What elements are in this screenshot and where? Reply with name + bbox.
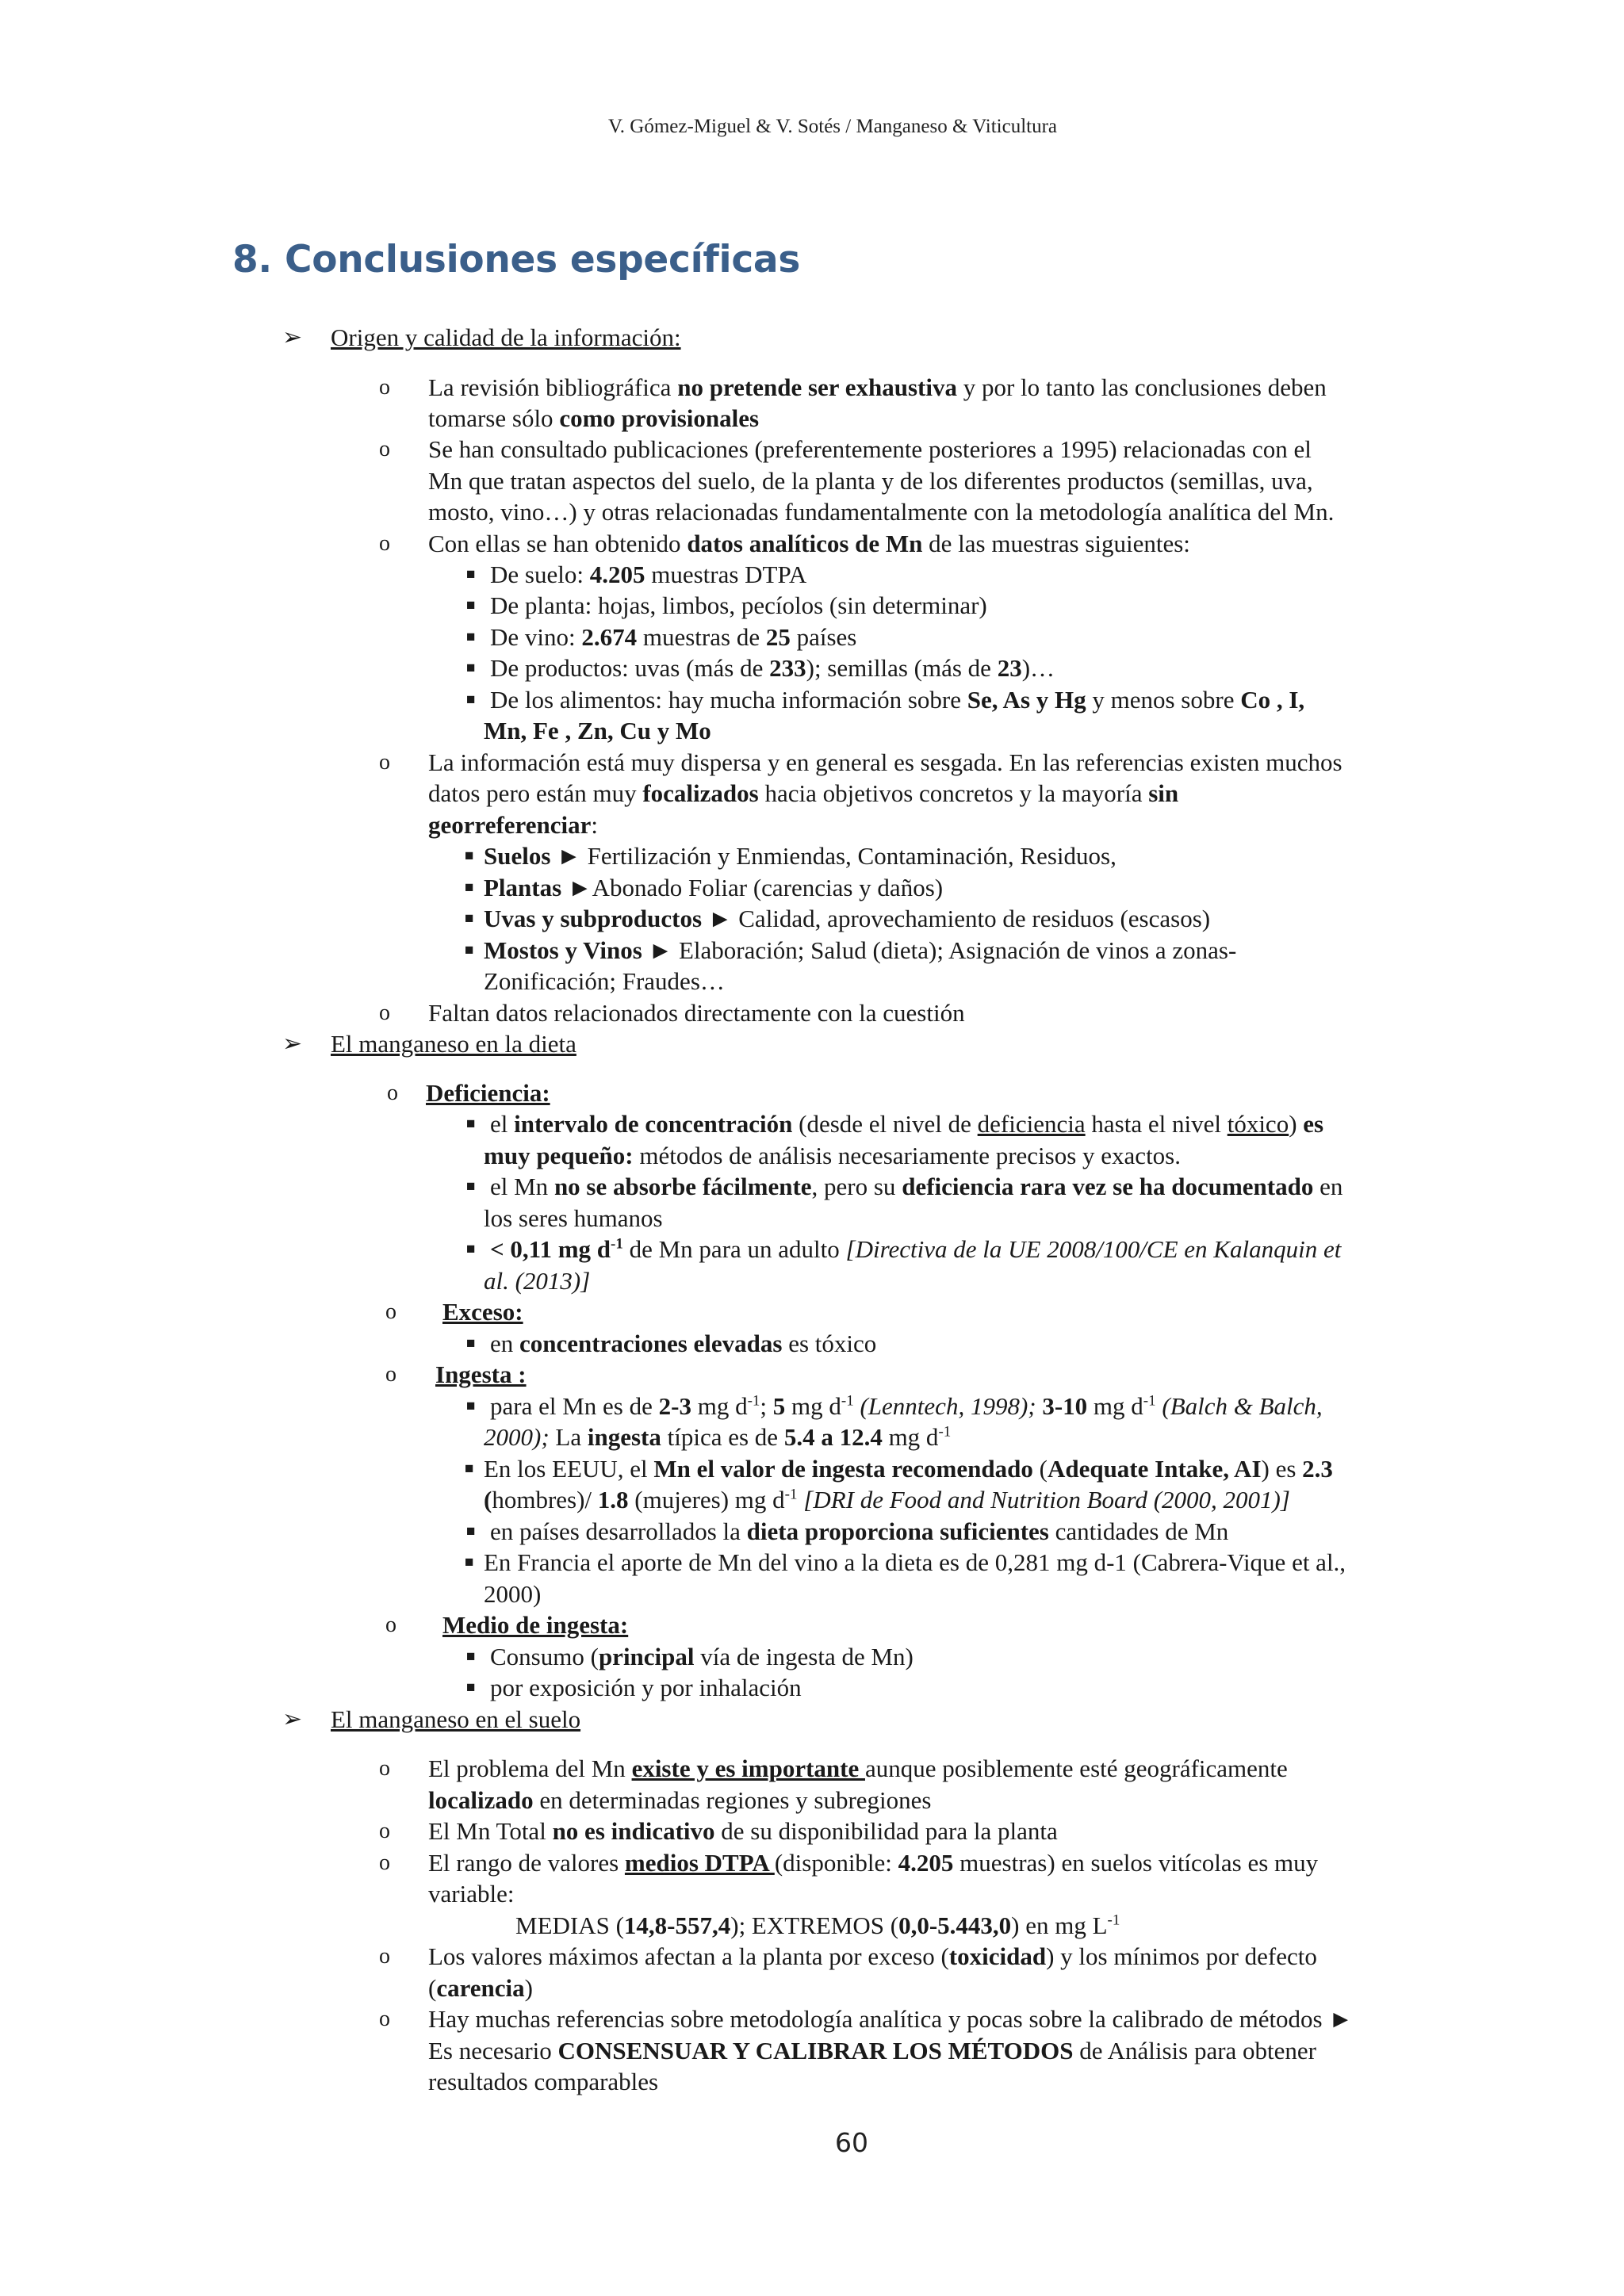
- subheading-medio: Medio de ingesta:: [442, 1611, 629, 1639]
- sub-item: por exposición y por inhalación: [490, 1674, 802, 1701]
- sub-item: De vino: 2.674 muestras de 25 países: [490, 623, 857, 651]
- page-number: 60: [835, 2127, 868, 2158]
- list-item-cont: georreferenciar:: [428, 811, 599, 839]
- circle-bullet-icon: o: [387, 1081, 398, 1105]
- circle-bullet-icon: o: [379, 750, 390, 775]
- square-bullet-icon: ■: [466, 566, 476, 583]
- square-bullet-icon: ■: [466, 1241, 476, 1257]
- sub-item: Uvas y subproductos ► Calidad, aprovechamiento de residuos (escasos): [484, 905, 1211, 932]
- square-bullet-icon: ■: [466, 691, 476, 708]
- circle-bullet-icon: o: [379, 531, 390, 556]
- list-item: El Mn Total no es indicativo de su disponibilidad para la planta: [428, 1817, 1058, 1845]
- sub-item: en países desarrollados la dieta proporciona suficientes cantidades de Mn: [490, 1517, 1229, 1545]
- list-item: Faltan datos relacionados directamente con la cuestión: [428, 999, 965, 1027]
- list-item-cont: mosto, vino…) y otras relacionadas fundamentalmente con la metodología analítica del Mn.: [428, 498, 1335, 526]
- arrow-bullet-icon: ➢: [282, 324, 303, 350]
- sub-item: en concentraciones elevadas es tóxico: [490, 1330, 877, 1357]
- arrow-bullet-icon: ➢: [282, 1706, 303, 1732]
- sub-item: De suelo: 4.205 muestras DTPA: [490, 561, 807, 588]
- square-bullet-icon: ■: [466, 1523, 476, 1540]
- square-bullet-icon: ■: [465, 879, 474, 896]
- circle-bullet-icon: o: [385, 1613, 396, 1637]
- list-item: La información está muy dispersa y en general es sesgada. En las referencias existen muchos: [428, 748, 1342, 776]
- sub-item: En los EEUU, el Mn el valor de ingesta recomendado (Adequate Intake, AI) es 2.3: [484, 1455, 1333, 1483]
- circle-bullet-icon: o: [379, 375, 390, 400]
- sub-item: para el Mn es de 2-3 mg $d^{-1}$; 5 mg $d^{-1}$ (Lenntech, 1998); 3-10 mg $d^{-1}$ (Balch & Balch,: [490, 1392, 1323, 1420]
- square-bullet-icon: ■: [466, 629, 476, 645]
- list-item: El rango de valores medios DTPA (disponible: 4.205 muestras) en suelos vitícolas es muy: [428, 1849, 1319, 1877]
- section-heading-origen: Origen y calidad de la información:: [331, 323, 681, 351]
- circle-bullet-icon: o: [379, 1819, 390, 1843]
- arrow-bullet-icon: ➢: [282, 1031, 303, 1057]
- subheading-ingesta: Ingesta :: [435, 1360, 527, 1388]
- section-title: 8. Conclusiones específicas: [232, 238, 800, 281]
- circle-bullet-icon: o: [379, 437, 390, 461]
- list-item-cont: datos pero están muy focalizados hacia objetivos concretos y la mayoría sin: [428, 779, 1179, 807]
- circle-bullet-icon: o: [385, 1362, 396, 1387]
- list-item: Hay muchas referencias sobre metodología analítica y pocas sobre la calibrado de métodos ►: [428, 2005, 1354, 2033]
- sub-item-cont: muy pequeño: métodos de análisis necesariamente precisos y exactos.: [484, 1142, 1181, 1169]
- square-bullet-icon: ■: [466, 1115, 476, 1132]
- square-bullet-icon: ■: [466, 597, 476, 614]
- sub-item: De planta: hojas, limbos, pecíolos (sin determinar): [490, 591, 987, 619]
- list-item-cont: Mn que tratan aspectos del suelo, de la planta y de los diferentes productos (semillas, uva,: [428, 467, 1313, 495]
- running-header: V. Gómez-Miguel & V. Sotés / Manganeso & Viticultura: [607, 116, 1058, 137]
- list-item-cont: (carencia): [428, 1974, 533, 2002]
- square-bullet-icon: ■: [465, 910, 474, 927]
- sub-item: Plantas ►Abonado Foliar (carencias y daños): [484, 874, 944, 901]
- list-item: La revisión bibliográfica no pretende ser exhaustiva y por lo tanto las conclusiones deben: [428, 373, 1327, 401]
- sub-item: Suelos ► Fertilización y Enmiendas, Contaminación, Residuos,: [484, 842, 1116, 870]
- sub-item-cont: 2000): [484, 1580, 542, 1608]
- square-bullet-icon: ■: [466, 1398, 476, 1414]
- circle-bullet-icon: o: [379, 1944, 390, 1969]
- circle-bullet-icon: o: [379, 1001, 390, 1025]
- sub-item: el intervalo de concentración (desde el nivel de deficiencia hasta el nivel tóxico) es: [490, 1110, 1324, 1138]
- section-heading-dieta: El manganeso en la dieta: [331, 1030, 576, 1058]
- square-bullet-icon: ■: [465, 848, 474, 864]
- square-bullet-icon: ■: [466, 1679, 476, 1696]
- square-bullet-icon: ■: [465, 1460, 474, 1477]
- list-item: Se han consultado publicaciones (preferentemente posteriores a 1995) relacionadas con el: [428, 435, 1312, 463]
- circle-bullet-icon: o: [385, 1299, 396, 1324]
- sub-item-cont: los seres humanos: [484, 1204, 663, 1232]
- list-item-cont: localizado en determinadas regiones y subregiones: [428, 1786, 932, 1814]
- list-item-cont: MEDIAS (14,8-557,4); EXTREMOS (0,0-5.443,0) en mg $L^{-1}$: [515, 1911, 1120, 1939]
- square-bullet-icon: ■: [466, 1648, 476, 1665]
- square-bullet-icon: ■: [465, 1554, 474, 1571]
- sub-item: Consumo (principal vía de ingesta de Mn): [490, 1643, 914, 1670]
- sub-item: el Mn no se absorbe fácilmente, pero su deficiencia rara vez se ha documentado en: [490, 1173, 1343, 1200]
- sub-item: < 0,11 mg $d^{-1}$ de Mn para un adulto [Directiva de la UE 2008/100/CE en Kalanquin et: [490, 1235, 1342, 1263]
- circle-bullet-icon: o: [379, 2007, 390, 2031]
- sub-item: Mostos y Vinos ► Elaboración; Salud (dieta); Asignación de vinos a zonas-: [484, 936, 1237, 964]
- list-item: Los valores máximos afectan a la planta por exceso (toxicidad) y los mínimos por defecto: [428, 1942, 1317, 1970]
- sub-item-cont: Mn, Fe , Zn, Cu y Mo: [484, 717, 711, 744]
- section-heading-suelo: El manganeso en el suelo: [331, 1705, 581, 1733]
- subheading-exceso: Exceso:: [442, 1298, 523, 1326]
- list-item-cont: variable:: [428, 1880, 515, 1908]
- sub-item-cont: Zonificación; Fraudes…: [484, 967, 725, 995]
- square-bullet-icon: ■: [466, 660, 476, 676]
- list-item: Con ellas se han obtenido datos analíticos de Mn de las muestras siguientes:: [428, 530, 1190, 557]
- sub-item-cont: (hombres)/ 1.8 (mujeres) mg $d^{-1}$ [DRI de Food and Nutrition Board (2000, 2001)]: [484, 1486, 1290, 1513]
- list-item-cont: resultados comparables: [428, 2068, 659, 2095]
- list-item: El problema del Mn existe y es importante aunque posiblemente esté geográficamente: [428, 1755, 1288, 1782]
- square-bullet-icon: ■: [466, 1335, 476, 1352]
- sub-item: De productos: uvas (más de 233); semillas (más de 23)…: [490, 654, 1055, 682]
- circle-bullet-icon: o: [379, 1850, 390, 1875]
- sub-item-cont: 2000); La ingesta típica es de 5.4 a 12.4 mg $d^{-1}$: [484, 1423, 952, 1451]
- sub-item: En Francia el aporte de Mn del vino a la dieta es de 0,281 mg d-1 (Cabrera-Vique et al.,: [484, 1548, 1346, 1576]
- square-bullet-icon: ■: [465, 942, 474, 959]
- sub-item: De los alimentos: hay mucha información sobre Se, As y Hg y menos sobre Co , I,: [490, 686, 1305, 714]
- circle-bullet-icon: o: [379, 1756, 390, 1781]
- square-bullet-icon: ■: [466, 1178, 476, 1195]
- subheading-deficiencia: Deficiencia:: [426, 1079, 550, 1107]
- sub-item-cont: al. (2013)]: [484, 1267, 591, 1295]
- list-item-cont: tomarse sólo como provisionales: [428, 404, 760, 432]
- list-item-cont: Es necesario CONSENSUAR Y CALIBRAR LOS MÉTODOS de Análisis para obtener: [428, 2037, 1316, 2064]
